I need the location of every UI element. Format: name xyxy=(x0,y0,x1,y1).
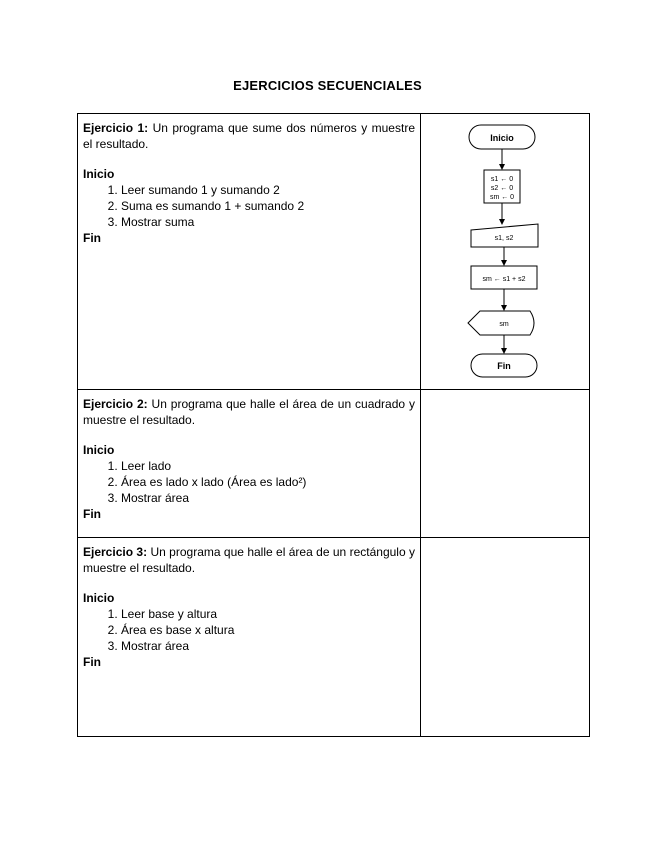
exercise-3-end: Fin xyxy=(83,655,101,669)
exercise-3-step: 1. Leer base y altura xyxy=(121,606,415,622)
exercises-table xyxy=(77,113,590,737)
exercise-1-description: Un programa que sume dos números y muestre el resultado. xyxy=(83,121,415,151)
exercise-2-end: Fin xyxy=(83,507,101,521)
flowchart-init-line: s1 ← 0 xyxy=(490,176,514,183)
exercise-3-description: Un programa que halle el área de un rectángulo y muestre el resultado. xyxy=(83,545,416,575)
exercise-row-1 xyxy=(78,114,590,390)
exercise-2-steps xyxy=(83,458,415,506)
exercise-2-step: 1. Leer lado xyxy=(121,458,415,474)
exercise-2-step: 3. Mostrar área xyxy=(121,490,415,506)
exercise-3-start: Inicio xyxy=(83,591,115,605)
exercise-2-start: Inicio xyxy=(83,443,115,457)
exercise-2-heading: Ejercicio 2: xyxy=(83,397,148,411)
exercise-1-text xyxy=(78,114,421,390)
exercise-2-flowchart-cell xyxy=(421,390,590,538)
exercise-1-end: Fin xyxy=(83,231,101,245)
flowchart-output-label: sm xyxy=(499,321,509,328)
exercise-2-step: 2. Área es lado x lado (Área es lado²) xyxy=(121,474,415,490)
exercise-1-step: 1. Leer sumando 1 y sumando 2 xyxy=(121,182,415,198)
flowchart-init-line: sm ← 0 xyxy=(489,194,515,201)
exercise-2-description: Un programa que halle el área de un cuadrado y muestre el resultado. xyxy=(83,397,415,427)
exercise-row-2 xyxy=(78,390,590,538)
exercise-3-flowchart-cell xyxy=(421,538,590,737)
exercise-1-step: 3. Mostrar suma xyxy=(121,214,415,230)
flowchart-input-label: s1, s2 xyxy=(494,235,514,242)
flowchart xyxy=(421,114,589,384)
exercise-2-text xyxy=(78,390,421,538)
flowchart-end-label: Fin xyxy=(497,361,511,371)
exercise-1-heading: Ejercicio 1: xyxy=(83,121,149,135)
exercise-3-step: 2. Área es base x altura xyxy=(121,622,415,638)
flowchart-start-label: Inicio xyxy=(490,133,514,143)
exercise-1-flowchart-cell xyxy=(421,114,590,390)
exercise-1-start: Inicio xyxy=(83,167,115,181)
exercise-3-heading: Ejercicio 3: xyxy=(83,545,148,559)
exercise-1-steps xyxy=(83,182,415,230)
flowchart-process-label: sm ← s1 + s2 xyxy=(482,276,526,283)
exercise-1-step: 2. Suma es sumando 1 + sumando 2 xyxy=(121,198,415,214)
page-title: EJERCICIOS SECUENCIALES xyxy=(233,78,422,93)
exercise-row-3 xyxy=(78,538,590,737)
exercise-3-steps xyxy=(83,606,415,654)
exercise-3-text xyxy=(78,538,421,737)
flowchart-init-line: s2 ← 0 xyxy=(490,185,514,192)
exercise-3-step: 3. Mostrar área xyxy=(121,638,415,654)
